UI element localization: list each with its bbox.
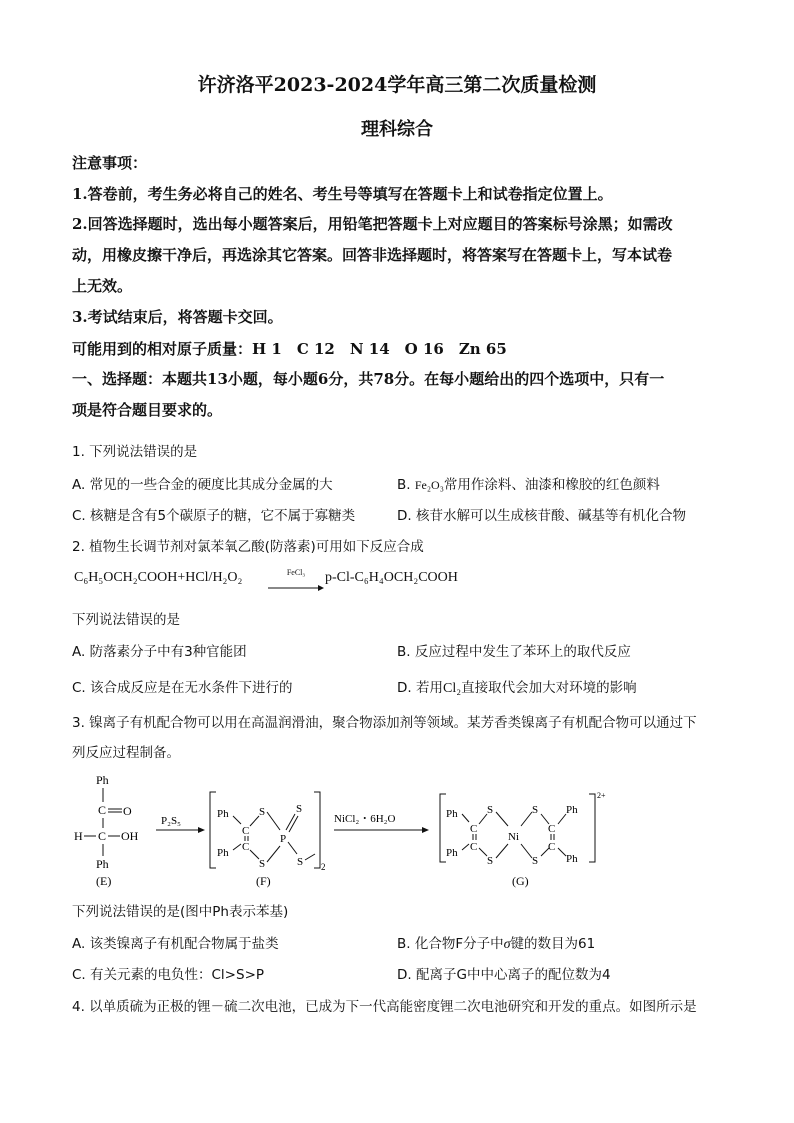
svg-text:C: C <box>98 829 107 843</box>
compound-g-structure <box>440 794 595 867</box>
arrow-icon <box>268 584 324 592</box>
label-f: (F) <box>256 874 271 888</box>
svg-text:Ph: Ph <box>96 773 109 787</box>
svg-text:S: S <box>259 858 266 870</box>
svg-text:Ph: Ph <box>446 808 458 820</box>
q2-option-d <box>397 676 637 697</box>
q3-stem-line-1: 3. 镍离子有机配合物可以用在高温润滑油，聚合物添加剂等领域。某芳香类镍离子有机配合物可以通过下 <box>72 715 697 731</box>
q2-reaction-arrow <box>268 568 324 596</box>
notice-heading: 注意事项： <box>72 154 148 172</box>
sigma-symbol: σ <box>503 937 511 952</box>
q3-reaction-scheme <box>60 770 620 892</box>
svg-text:S: S <box>487 804 494 816</box>
svg-text:S: S <box>296 803 303 815</box>
q1-option-b <box>397 473 660 493</box>
svg-text:Ni: Ni <box>508 831 519 843</box>
svg-text:Ph: Ph <box>566 853 578 865</box>
section-heading-line-1: 一、选择题：本题共13小题，每小题6分，共78分。在每小题给出的四个选项中，只有一 <box>72 370 665 388</box>
q4-stem-line-1: 4. 以单质硫为正极的锂－硫二次电池，已成为下一代高能密度锂二次电池研究和开发的重点。如图所示是 <box>72 999 697 1015</box>
q3-option-b-suffix: 键的数目为61 <box>510 936 596 952</box>
q2-product: p-Cl-C₆H₄OCH₂COOH <box>325 570 458 585</box>
polymer-subscript: 2 <box>321 862 326 872</box>
svg-text:S: S <box>259 806 266 818</box>
q1-option-c: C. 核糖是含有5个碳原子的糖，它不属于寡糖类 <box>72 508 356 524</box>
svg-text:C: C <box>242 825 250 837</box>
svg-text:Ph: Ph <box>96 857 109 871</box>
q1-option-b-formula: Fe₂O₃ <box>414 478 444 492</box>
svg-text:S: S <box>297 856 304 868</box>
svg-text:C: C <box>470 823 478 835</box>
svg-text:Ph: Ph <box>446 847 458 859</box>
notice-item-2-line-3: 上无效。 <box>72 277 133 295</box>
q2-option-d-suffix: 直接取代会加大对环境的影响 <box>461 680 637 696</box>
q2-option-a: A. 防落素分子中有3种官能团 <box>72 644 247 660</box>
q2-reactants: C₆H₅OCH₂COOH+HCl/H₂O₂ <box>74 570 243 585</box>
svg-text:S: S <box>532 804 539 816</box>
page-subtitle: 理科综合 <box>361 119 433 140</box>
notice-item-3: 3.考试结束后，将答题卡交回。 <box>72 308 283 326</box>
svg-text:C: C <box>548 823 556 835</box>
svg-text:C: C <box>470 841 478 853</box>
q1-stem: 1. 下列说法错误的是 <box>72 444 198 460</box>
notice-item-1: 1.答卷前，考生务必将自己的姓名、考生号等填写在答题卡上和试卷指定位置上。 <box>72 185 613 203</box>
svg-text:H: H <box>74 829 83 843</box>
svg-text:C: C <box>98 803 107 817</box>
page-title: 许济洛平2023-2024学年高三第二次质量检测 <box>197 74 597 96</box>
q1-option-b-text: 常用作涂料、油漆和橡胶的红色颜料 <box>443 477 660 493</box>
q1-option-b-label: B. <box>397 477 411 493</box>
q2-option-d-prefix: D. 若用 <box>397 680 443 696</box>
q3-prompt: 下列说法错误的是(图中Ph表示苯基) <box>72 904 289 920</box>
svg-text:Ph: Ph <box>217 847 229 859</box>
svg-text:C: C <box>242 841 250 853</box>
charge-label: 2+ <box>597 791 606 800</box>
notice-item-2-line-2: 动，用橡皮擦干净后，再选涂其它答案。回答非选择题时，将答案写在答题卡上，写本试卷 <box>72 246 673 264</box>
notice-item-2-line-1: 2.回答选择题时，选出每小题答案后，用铅笔把答题卡上对应题目的答案标号涂黑；如需改 <box>72 215 673 233</box>
q2-stem: 2. 植物生长调节剂对氯苯氧乙酸(防落素)可用如下反应合成 <box>72 539 424 555</box>
svg-text:Ph: Ph <box>217 808 229 820</box>
q3-option-d: D. 配离子G中中心离子的配位数为4 <box>397 967 611 983</box>
atomic-masses: 可能用到的相对原子质量：H 1 C 12 N 14 O 16 Zn 65 <box>72 340 507 358</box>
q1-option-a: A. 常见的一些合金的硬度比其成分金属的大 <box>72 477 333 493</box>
svg-text:C: C <box>548 841 556 853</box>
svg-text:OH: OH <box>121 829 139 843</box>
q2-option-c: C. 该合成反应是在无水条件下进行的 <box>72 680 293 696</box>
q2-catalyst: FeCl₃ <box>286 568 306 577</box>
svg-text:P: P <box>280 833 287 845</box>
q3-option-a: A. 该类镍离子有机配合物属于盐类 <box>72 936 279 952</box>
reagent-nicl2: NiCl₂・6H₂O <box>334 813 396 825</box>
reagent-p2s5: P₂S₅ <box>161 815 181 827</box>
q3-option-b-prefix: B. 化合物F分子中 <box>397 936 504 952</box>
arrow-icon <box>334 827 429 833</box>
compound-f-structure <box>210 792 320 870</box>
compound-e-structure <box>74 773 139 871</box>
svg-text:S: S <box>532 855 539 867</box>
q1-option-d: D. 核苷水解可以生成核苷酸、碱基等有机化合物 <box>397 508 686 524</box>
q3-option-b <box>397 932 595 953</box>
svg-text:Ph: Ph <box>566 804 578 816</box>
q2-option-b: B. 反应过程中发生了苯环上的取代反应 <box>397 644 631 660</box>
label-e: (E) <box>96 874 112 888</box>
q2-prompt: 下列说法错误的是 <box>72 612 180 628</box>
svg-text:O: O <box>123 804 132 818</box>
section-heading-line-2: 项是符合题目要求的。 <box>72 401 223 419</box>
label-g: (G) <box>512 874 529 888</box>
svg-text:S: S <box>487 855 494 867</box>
q2-option-d-formula: Cl₂ <box>442 681 462 696</box>
q3-stem-line-2: 列反应过程制备。 <box>72 745 180 761</box>
q3-option-c: C. 有关元素的电负性：Cl>S>P <box>72 967 265 983</box>
arrow-icon <box>156 827 205 833</box>
